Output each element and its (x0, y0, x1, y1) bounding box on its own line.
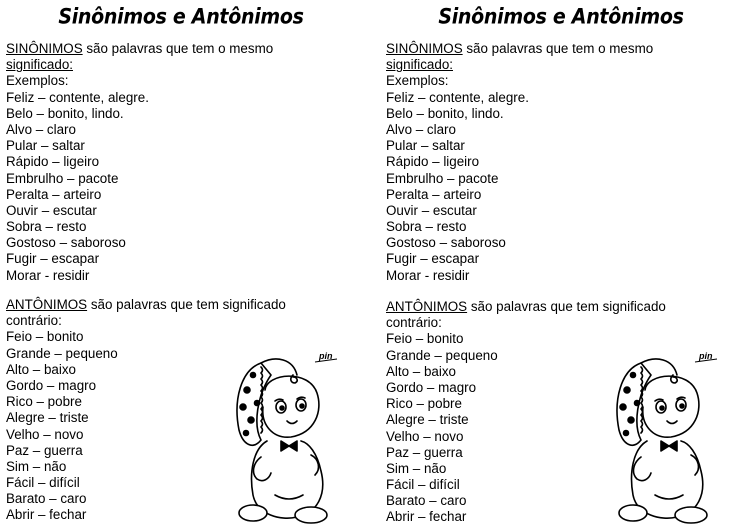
list-item: Pular – saltar (6, 138, 85, 154)
synonyms-definition (386, 41, 732, 57)
antonyms-term: ANTÔNIMOS (6, 297, 88, 312)
list-item: Feio – bonito (6, 329, 84, 345)
list-item: Rápido – ligeiro (6, 154, 100, 170)
list-item: Belo – bonito, lindo. (386, 105, 504, 121)
list-item: Grande – pequeno (6, 345, 118, 361)
antonyms-definition (6, 297, 352, 313)
antonyms-definition-text: são palavras que tem significado (87, 297, 286, 312)
synonyms-definition (6, 41, 352, 57)
synonyms-list (386, 90, 732, 284)
list-item: Embrulho – pacote (6, 170, 119, 186)
list-item: Morar - residir (6, 267, 90, 283)
list-item: Gostoso – saboroso (386, 235, 506, 251)
list-item: Belo – bonito, lindo. (6, 105, 124, 121)
list-item: Alto – baixo (386, 363, 456, 379)
synonyms-term: SINÔNIMOS (386, 41, 463, 56)
list-item: Alegre – triste (386, 412, 469, 428)
list-item: Alto – baixo (6, 361, 76, 377)
list-item: Gostoso – saboroso (6, 235, 126, 251)
list-item: Alvo – claro (6, 121, 76, 137)
list-item: Rápido – ligeiro (386, 154, 480, 170)
synonyms-section (6, 41, 352, 284)
synonyms-term: SINÔNIMOS (6, 41, 83, 56)
list-item: Alegre – triste (6, 410, 89, 426)
list-item: Barato – caro (6, 491, 87, 507)
page-title: Sinônimos e Antônimos (58, 4, 304, 30)
list-item: Ouvir – escutar (386, 202, 477, 218)
list-item: Feliz – contente, alegre. (6, 89, 149, 105)
list-item: Paz – guerra (6, 442, 83, 458)
worksheet-right (386, 0, 736, 532)
list-item: Fácil – difícil (6, 475, 80, 491)
baby-illustration (611, 345, 723, 525)
antonyms-definition-line2: contrário: (386, 315, 442, 331)
list-item: Morar - residir (386, 267, 470, 283)
antonyms-definition-text: são palavras que tem significado (467, 299, 666, 314)
list-item: Sobra – resto (6, 219, 87, 235)
list-item: Alvo – claro (386, 121, 456, 137)
list-item: Sim – não (6, 458, 67, 474)
examples-label: Exemplos: (386, 73, 449, 89)
list-item: Velho – novo (386, 428, 464, 444)
illustration-label: pin (319, 351, 333, 361)
baby-illustration (231, 345, 343, 525)
list-item: Feio – bonito (386, 331, 464, 347)
list-item: Fugir – escapar (6, 251, 100, 267)
list-item: Grande – pequeno (386, 347, 498, 363)
list-item: Sobra – resto (386, 219, 467, 235)
list-item: Barato – caro (386, 493, 467, 509)
list-item: Rico – pobre (6, 394, 82, 410)
list-item: Sim – não (386, 460, 447, 476)
list-item: Peralta – arteiro (6, 186, 102, 202)
antonyms-definition (386, 299, 732, 315)
list-item: Fácil – difícil (386, 477, 460, 493)
list-item: Abrir – fechar (6, 507, 87, 523)
worksheet-left (6, 0, 356, 532)
list-item: Gordo – magro (6, 377, 97, 393)
list-item: Abrir – fechar (386, 509, 467, 525)
list-item: Gordo – magro (386, 379, 477, 395)
antonyms-definition-line2: contrário: (6, 313, 62, 329)
antonyms-term: ANTÔNIMOS (386, 299, 468, 314)
list-item: Embrulho – pacote (386, 170, 499, 186)
list-item: Velho – novo (6, 426, 84, 442)
synonyms-section (386, 41, 732, 284)
synonyms-definition-text: são palavras que tem o mesmo (462, 41, 654, 56)
list-item: Pular – saltar (386, 138, 465, 154)
synonyms-definition-text: são palavras que tem o mesmo (82, 41, 274, 56)
examples-label: Exemplos: (6, 73, 69, 89)
list-item: Paz – guerra (386, 444, 463, 460)
list-item: Peralta – arteiro (386, 186, 482, 202)
list-item: Fugir – escapar (386, 251, 480, 267)
synonyms-definition-line2: significado: (386, 57, 453, 73)
list-item: Ouvir – escutar (6, 202, 97, 218)
illustration-label: pin (699, 351, 713, 361)
list-item: Rico – pobre (386, 396, 462, 412)
synonyms-definition-line2: significado: (6, 57, 73, 73)
synonyms-list (6, 90, 352, 284)
page-title: Sinônimos e Antônimos (438, 4, 684, 30)
list-item: Feliz – contente, alegre. (386, 89, 529, 105)
